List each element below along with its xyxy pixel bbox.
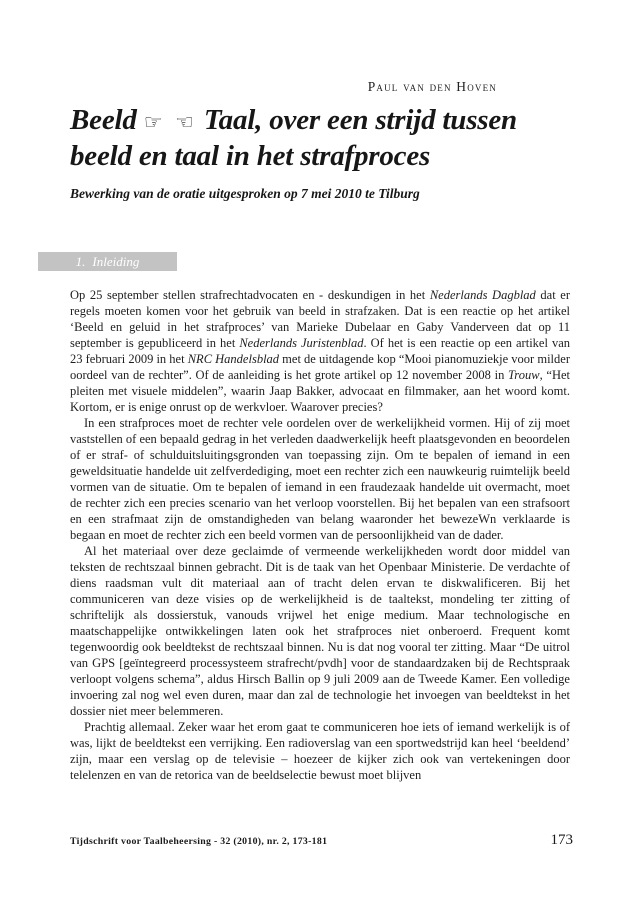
- text-run: In een strafproces moet de rechter vele oordelen over de werkelijkheid vormen. Hij of zij moet vaststellen of een bepaald gedrag in het verleden daadwerkelijk heeft plaatsgevonden en beoordelen of er straf- of schulduitsluitingsgronden van toepassing zijn. Om te bepalen of iemand in een geweldsituatie handelde uit zelfverdediging, moet een rechter zich een nauwkeurig ruimtelijk beeld vormen van de situatie. Om te bepalen of iemand in een fraudezaak handelde uit overmacht, moet de rechter zich een precies scenario van het verloop voorstellen. Bij het bepalen van een strafsoort en een strafmaat zijn de omstandigheden van belang waaronder het bewezeWn verklaarde is begaan en moet de rechter zich een beeld vormen van de persoonlijkheid van de dader.: [70, 416, 570, 542]
- text-run: Trouw: [508, 368, 540, 382]
- paragraph: [70, 287, 570, 415]
- text-run: Taal, over een strijd tussen: [196, 104, 517, 136]
- text-run: NRC Handelsblad: [187, 352, 280, 366]
- text-run: met de uitdagende kop “Mooi pianomuziekje voor milder oordeel van de rechter”. Of de aanleiding is het grote artikel op 12 november 2008 in: [70, 352, 570, 382]
- paragraph: [70, 415, 570, 543]
- article-title-line-1: [70, 103, 590, 139]
- section-label: Inleiding: [92, 253, 140, 269]
- text-run: Beeld: [70, 104, 144, 136]
- text-run: Nederlands Dagblad: [429, 288, 536, 302]
- section-heading-inleiding: [38, 252, 177, 271]
- paragraph: [70, 543, 570, 719]
- page-number: 173: [550, 832, 573, 848]
- section-number: 1.: [75, 253, 86, 269]
- page-footer: [70, 832, 573, 849]
- text-run: , “Het pleiten met visuele middelen”, waarin Jaap Bakker, advocaat en filmmaker, aan het woord komt. Kortom, er is enige onrust op de werkvloer. Waarover precies?: [70, 368, 570, 414]
- paragraph: [70, 719, 570, 783]
- article-subtitle: Bewerking van de oratie uitgesproken op 7 mei 2010 te Tilburg: [70, 186, 420, 201]
- text-run: . Of het is een reactie op een artikel van 23 februari 2009 in het: [70, 336, 570, 366]
- text-run: Prachtig allemaal. Zeker waar het erom gaat te communiceren hoe iets of iemand werkelijk is of was, lijkt de beeldtekst een verrijking. Een radioverslag van een sportwedstrijd kan heel ‘beeldend’ zijn, maar een verslag op de televisie – hoezeer de kijker zich ook van vertekeningen door telelenzen en van de retorica van de beeldselectie bewust moet blijven: [70, 720, 570, 782]
- text-run: Op 25 september stellen strafrechtadvocaten en - deskundigen in het: [70, 288, 430, 302]
- article-title-line-2: beeld en taal in het strafproces: [70, 140, 431, 172]
- text-run: dat er regels moeten komen voor het gebruik van beeld in strafzaken. Dat is een reactie op het artikel ‘Beeld en geluid in het strafproces’ van Marieke Dubelaar en Gaby Vanderveen dat op 11 september is gepubliceerd in het: [70, 288, 571, 350]
- author-name: Paul van den Hoven: [367, 79, 497, 94]
- pointing-hands-icon: ☞ ☜: [143, 110, 197, 134]
- text-run: Nederlands Juristenblad: [239, 336, 364, 350]
- journal-citation: Tijdschrift voor Taalbeheersing - 32 (2010), nr. 2, 173-181: [70, 836, 328, 847]
- text-run: Al het materiaal over deze geclaimde of vermeende werkelijkheden wordt door middel van teksten de rechtszaal binnen gebracht. Dit is de taak van het Openbaar Ministerie. De verdachte of diens raadsman vult dit materiaal aan of tracht delen ervan te diskwalificeren. Bij het communiceren van deze visies op de werkelijkheid is de taaltekst, mondeling ter zitting of schriftelijk als dossierstuk, vanouds vrijwel het enige medium. Maar technologische en maatschappelijke ontwikkelingen laten ook het strafproces niet onberoerd. Frequent komt tegenwoordig ook beeldtekst de rechtszaal binnen. Nu is dat nog vooral ter zitting. Maar “De uitrol van GPS [geïntegreerd processysteem strafrecht/pvdh] voor de standaardzaken bij de Rechtspraak verloopt volgens schema”, aldus Hirsch Ballin op 9 juli 2009 aan de Tweede Kamer. Een volledige invoering zal nog wel even duren, maar dan zal de technologie het invoegen van beeldtekst in het dossier niet meer belemmeren.: [70, 544, 570, 718]
- article-body: [70, 287, 570, 783]
- article-title: [70, 103, 590, 173]
